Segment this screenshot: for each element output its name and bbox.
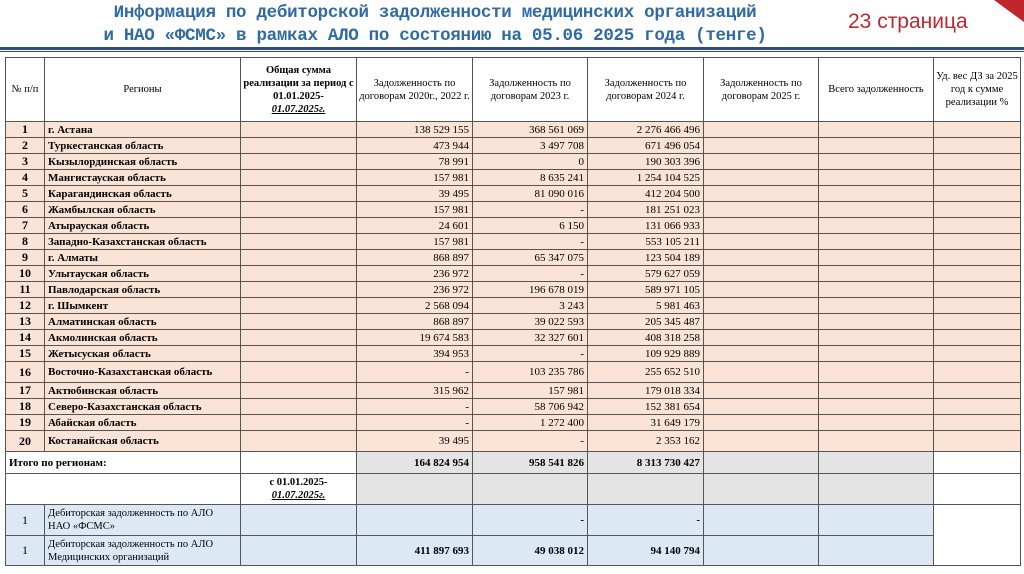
cell — [934, 505, 1021, 566]
debt-2020-2022: 24 601 — [357, 218, 473, 234]
col-total-sales-label: Общая сумма реализации за период с 01.01.2025- — [243, 64, 354, 102]
debt-2023: - — [473, 431, 588, 452]
debt-2025 — [704, 154, 819, 170]
cell — [241, 452, 357, 474]
region-name: Жетысуская область — [45, 346, 241, 362]
period-start: с 01.01.2025- — [269, 477, 328, 488]
share — [934, 202, 1021, 218]
debt-2024: 2 353 162 — [588, 431, 704, 452]
cell — [241, 154, 357, 170]
debt-2023: 6 150 — [473, 218, 588, 234]
period-cell — [241, 474, 357, 505]
cell — [819, 505, 934, 536]
cell — [241, 218, 357, 234]
summary-value: 94 140 794 — [588, 536, 704, 566]
title-line-2: и НАО «ФСМС» в рамках АЛО по состоянию на 05.06 2025 года (тенге) — [103, 26, 767, 46]
page-corner-decoration — [994, 0, 1024, 22]
period-row — [6, 474, 1021, 505]
summary-row — [6, 536, 1021, 566]
cell — [819, 452, 934, 474]
region-name: Павлодарская область — [45, 282, 241, 298]
table-row — [6, 346, 1021, 362]
row-num: 11 — [6, 282, 45, 298]
cell — [241, 536, 357, 566]
total-debt — [819, 346, 934, 362]
total-row — [6, 452, 1021, 474]
debt-2024: 123 504 189 — [588, 250, 704, 266]
share — [934, 383, 1021, 399]
table-row — [6, 282, 1021, 298]
debt-2025 — [704, 138, 819, 154]
share — [934, 170, 1021, 186]
debt-2025 — [704, 431, 819, 452]
total-debt — [819, 122, 934, 138]
debt-2025 — [704, 415, 819, 431]
debt-2025 — [704, 298, 819, 314]
share — [934, 330, 1021, 346]
total-label: Итого по регионам: — [6, 452, 241, 474]
debt-2025 — [704, 234, 819, 250]
share — [934, 415, 1021, 431]
debt-2024: 5 981 463 — [588, 298, 704, 314]
row-num: 15 — [6, 346, 45, 362]
cell — [241, 250, 357, 266]
table-row — [6, 298, 1021, 314]
debt-2024: 579 627 059 — [588, 266, 704, 282]
cell — [241, 383, 357, 399]
cell — [241, 362, 357, 383]
region-name: Актюбинская область — [45, 383, 241, 399]
debt-2020-2022: 157 981 — [357, 202, 473, 218]
debt-2023: - — [473, 234, 588, 250]
debt-2024: 179 018 334 — [588, 383, 704, 399]
page-title — [40, 2, 830, 48]
share — [934, 399, 1021, 415]
debt-2020-2022: 157 981 — [357, 170, 473, 186]
table-row — [6, 154, 1021, 170]
debt-2025 — [704, 218, 819, 234]
share — [934, 431, 1021, 452]
summary-row — [6, 505, 1021, 536]
debt-2023: 32 327 601 — [473, 330, 588, 346]
cell — [6, 474, 241, 505]
cell — [588, 474, 704, 505]
row-num: 6 — [6, 202, 45, 218]
debt-2023: 81 090 016 — [473, 186, 588, 202]
debt-2024: 589 971 105 — [588, 282, 704, 298]
debt-2020-2022: 236 972 — [357, 266, 473, 282]
region-name: Туркестанская область — [45, 138, 241, 154]
col-debt-2023: Задолженность по договорам 2023 г. — [473, 58, 588, 122]
total-debt — [819, 138, 934, 154]
debt-2020-2022: 78 991 — [357, 154, 473, 170]
region-name: Костанайская область — [45, 431, 241, 452]
total-debt — [819, 234, 934, 250]
debt-2024: 181 251 023 — [588, 202, 704, 218]
debt-2025 — [704, 122, 819, 138]
row-num: 16 — [6, 362, 45, 383]
debt-2020-2022: 157 981 — [357, 234, 473, 250]
col-debt-2020-2022: Задолженность по договорам 2020г., 2022 г. — [357, 58, 473, 122]
debt-2020-2022: 315 962 — [357, 383, 473, 399]
table-row — [6, 218, 1021, 234]
share — [934, 298, 1021, 314]
debt-2024: 1 254 104 525 — [588, 170, 704, 186]
debt-2023: - — [473, 346, 588, 362]
row-num: 13 — [6, 314, 45, 330]
cell — [704, 474, 819, 505]
total-debt — [819, 154, 934, 170]
cell — [241, 330, 357, 346]
region-name: Жамбылская область — [45, 202, 241, 218]
col-num: № п/п — [6, 58, 45, 122]
region-name: Атырауская область — [45, 218, 241, 234]
debt-2024: 152 381 654 — [588, 399, 704, 415]
debt-2025 — [704, 330, 819, 346]
row-num: 7 — [6, 218, 45, 234]
cell — [241, 298, 357, 314]
cell — [704, 452, 819, 474]
share — [934, 138, 1021, 154]
debt-2024: 31 649 179 — [588, 415, 704, 431]
cell — [704, 536, 819, 566]
debt-2023: 3 243 — [473, 298, 588, 314]
summary-value: 411 897 693 — [357, 536, 473, 566]
total-debt — [819, 431, 934, 452]
debt-2020-2022: 236 972 — [357, 282, 473, 298]
debt-2023: 196 678 019 — [473, 282, 588, 298]
row-num: 10 — [6, 266, 45, 282]
total-debt — [819, 266, 934, 282]
debt-2023: 58 706 942 — [473, 399, 588, 415]
debt-2020-2022: - — [357, 415, 473, 431]
cell — [934, 452, 1021, 474]
share — [934, 186, 1021, 202]
cell — [473, 474, 588, 505]
summary-value: - — [588, 505, 704, 536]
debt-2025 — [704, 346, 819, 362]
cell — [819, 536, 934, 566]
debt-2025 — [704, 250, 819, 266]
region-name: Мангистауская область — [45, 170, 241, 186]
col-region: Регионы — [45, 58, 241, 122]
debt-2023: 103 235 786 — [473, 362, 588, 383]
share — [934, 154, 1021, 170]
debt-2020-2022: 394 953 — [357, 346, 473, 362]
table-row — [6, 266, 1021, 282]
cell — [241, 138, 357, 154]
summary-label: Дебиторская задолженность по АЛО Медицинских организаций — [45, 536, 241, 566]
total-debt — [819, 250, 934, 266]
table-row — [6, 250, 1021, 266]
debt-2024: 131 066 933 — [588, 218, 704, 234]
total-debt — [819, 415, 934, 431]
share — [934, 346, 1021, 362]
summary-label: Дебиторская задолженность по АЛО НАО «ФСМС» — [45, 505, 241, 536]
debt-2020-2022: 868 897 — [357, 250, 473, 266]
col-debt-2025: Задолженность по договорам 2025 г. — [704, 58, 819, 122]
col-debt-2024: Задолженность по договорам 2024 г. — [588, 58, 704, 122]
debt-2023: 65 347 075 — [473, 250, 588, 266]
col-total-sales — [241, 58, 357, 122]
cell — [357, 474, 473, 505]
debt-2025 — [704, 202, 819, 218]
debt-2025 — [704, 266, 819, 282]
debt-2023: 1 272 400 — [473, 415, 588, 431]
share — [934, 282, 1021, 298]
row-num: 3 — [6, 154, 45, 170]
debt-2020-2022: 138 529 155 — [357, 122, 473, 138]
cell — [819, 474, 934, 505]
total-debt — [819, 330, 934, 346]
row-num: 2 — [6, 138, 45, 154]
total-debt — [819, 399, 934, 415]
cell — [241, 234, 357, 250]
title-line-1: Информация по дебиторской задолженности медицинских организаций — [113, 3, 757, 23]
row-num: 5 — [6, 186, 45, 202]
cell — [241, 399, 357, 415]
debt-2025 — [704, 170, 819, 186]
share — [934, 250, 1021, 266]
cell — [934, 474, 1021, 505]
debt-2020-2022: - — [357, 362, 473, 383]
table-row — [6, 186, 1021, 202]
row-num: 12 — [6, 298, 45, 314]
debt-table — [5, 57, 1021, 566]
total-value: 958 541 826 — [473, 452, 588, 474]
region-name: Западно-Казахстанская область — [45, 234, 241, 250]
cell — [241, 186, 357, 202]
debt-2023: 3 497 708 — [473, 138, 588, 154]
cell — [241, 282, 357, 298]
debt-2020-2022: 39 495 — [357, 431, 473, 452]
table-row — [6, 362, 1021, 383]
total-value: 8 313 730 427 — [588, 452, 704, 474]
col-share: Уд. вес ДЗ за 2025 год к сумме реализации % — [934, 58, 1021, 122]
region-name: Кызылординская область — [45, 154, 241, 170]
debt-2025 — [704, 362, 819, 383]
debt-2024: 255 652 510 — [588, 362, 704, 383]
debt-2023: - — [473, 202, 588, 218]
total-debt — [819, 383, 934, 399]
row-num: 9 — [6, 250, 45, 266]
total-value: 164 824 954 — [357, 452, 473, 474]
cell — [241, 266, 357, 282]
region-name: г. Алматы — [45, 250, 241, 266]
table-row — [6, 122, 1021, 138]
debt-2020-2022: 19 674 583 — [357, 330, 473, 346]
share — [934, 266, 1021, 282]
period-end: 01.07.2025г. — [271, 103, 326, 115]
cell — [241, 431, 357, 452]
cell — [241, 346, 357, 362]
debt-2020-2022: 868 897 — [357, 314, 473, 330]
summary-value: 49 038 012 — [473, 536, 588, 566]
table-row — [6, 399, 1021, 415]
summary-value — [357, 505, 473, 536]
total-debt — [819, 186, 934, 202]
debt-2025 — [704, 314, 819, 330]
table-row — [6, 330, 1021, 346]
region-name: Улытауская область — [45, 266, 241, 282]
table-row — [6, 383, 1021, 399]
debt-2020-2022: - — [357, 399, 473, 415]
debt-2023: 368 561 069 — [473, 122, 588, 138]
row-num: 19 — [6, 415, 45, 431]
table-row — [6, 138, 1021, 154]
summary-num: 1 — [6, 536, 45, 566]
summary-num: 1 — [6, 505, 45, 536]
debt-2024: 671 496 054 — [588, 138, 704, 154]
summary-value: - — [473, 505, 588, 536]
period-end: 01.07.2025г. — [271, 490, 326, 501]
debt-2024: 205 345 487 — [588, 314, 704, 330]
row-num: 14 — [6, 330, 45, 346]
row-num: 20 — [6, 431, 45, 452]
debt-2024: 412 204 500 — [588, 186, 704, 202]
total-debt — [819, 362, 934, 383]
table-row — [6, 314, 1021, 330]
row-num: 4 — [6, 170, 45, 186]
row-num: 17 — [6, 383, 45, 399]
debt-2024: 109 929 889 — [588, 346, 704, 362]
table-row — [6, 170, 1021, 186]
divider — [0, 51, 1024, 52]
region-name: Алматинская область — [45, 314, 241, 330]
total-debt — [819, 298, 934, 314]
region-name: г. Шымкент — [45, 298, 241, 314]
cell — [241, 202, 357, 218]
share — [934, 234, 1021, 250]
total-debt — [819, 282, 934, 298]
region-name: Северо-Казахстанская область — [45, 399, 241, 415]
share — [934, 314, 1021, 330]
debt-2025 — [704, 399, 819, 415]
debt-2024: 2 276 466 496 — [588, 122, 704, 138]
region-name: г. Астана — [45, 122, 241, 138]
table-row — [6, 415, 1021, 431]
total-debt — [819, 170, 934, 186]
region-name: Абайская область — [45, 415, 241, 431]
cell — [241, 314, 357, 330]
page-label: 23 страница — [848, 10, 968, 33]
debt-2024: 408 318 258 — [588, 330, 704, 346]
total-debt — [819, 202, 934, 218]
row-num: 8 — [6, 234, 45, 250]
cell — [241, 415, 357, 431]
cell — [241, 170, 357, 186]
table-row — [6, 202, 1021, 218]
cell — [241, 122, 357, 138]
debt-2023: - — [473, 266, 588, 282]
cell — [704, 505, 819, 536]
total-debt — [819, 314, 934, 330]
debt-2025 — [704, 186, 819, 202]
debt-2020-2022: 473 944 — [357, 138, 473, 154]
debt-2020-2022: 2 568 094 — [357, 298, 473, 314]
debt-2023: 8 635 241 — [473, 170, 588, 186]
region-name: Акмолинская область — [45, 330, 241, 346]
divider — [0, 47, 1024, 50]
col-total-debt: Всего задолженность — [819, 58, 934, 122]
total-debt — [819, 218, 934, 234]
table-row — [6, 234, 1021, 250]
region-name: Карагандинская область — [45, 186, 241, 202]
row-num: 18 — [6, 399, 45, 415]
row-num: 1 — [6, 122, 45, 138]
header-row — [6, 58, 1021, 122]
debt-2024: 190 303 396 — [588, 154, 704, 170]
debt-2023: 0 — [473, 154, 588, 170]
debt-2025 — [704, 282, 819, 298]
debt-2023: 157 981 — [473, 383, 588, 399]
share — [934, 218, 1021, 234]
share — [934, 362, 1021, 383]
share — [934, 122, 1021, 138]
debt-2023: 39 022 593 — [473, 314, 588, 330]
debt-2024: 553 105 211 — [588, 234, 704, 250]
table-row — [6, 431, 1021, 452]
debt-2020-2022: 39 495 — [357, 186, 473, 202]
debt-2025 — [704, 383, 819, 399]
cell — [241, 505, 357, 536]
region-name: Восточно-Казахстанская область — [45, 362, 241, 383]
